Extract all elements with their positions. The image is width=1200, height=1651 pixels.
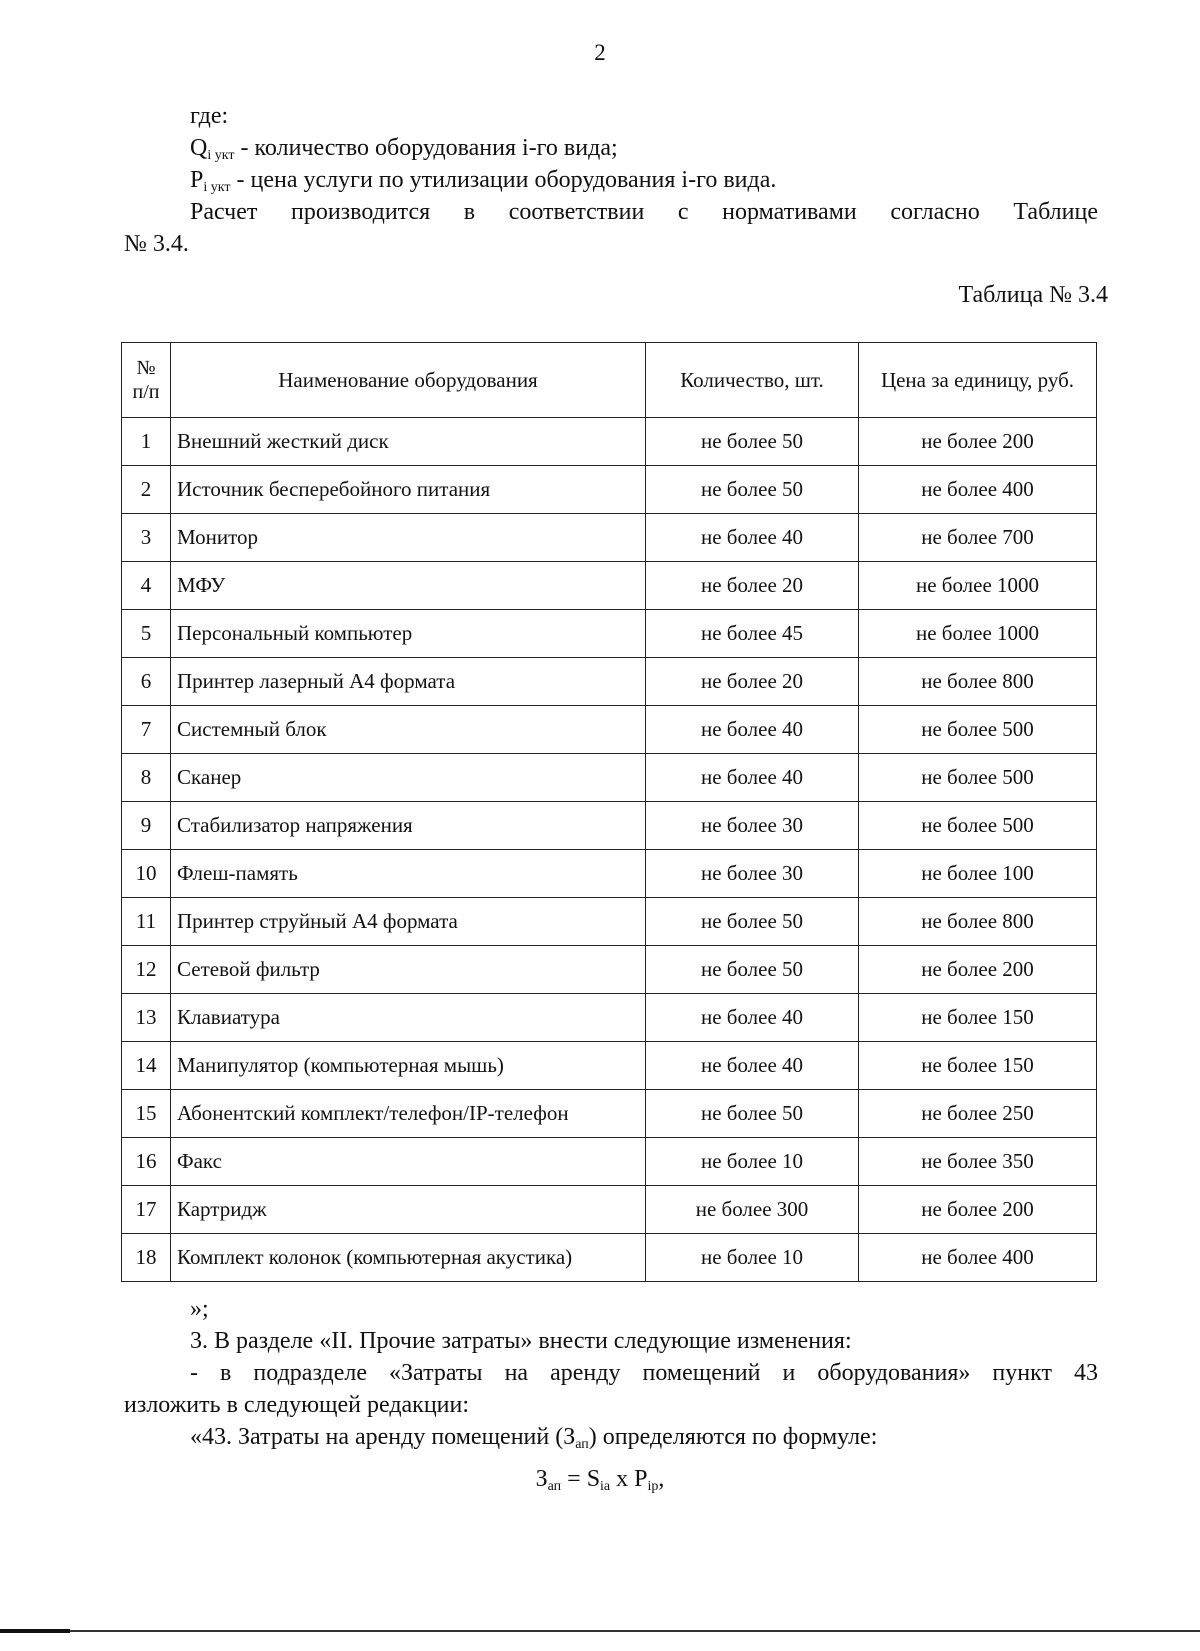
equipment-name: Принтер струйный А4 формата	[171, 898, 646, 946]
item43-after: ) определяются по формуле:	[588, 1424, 878, 1450]
table-row	[122, 946, 1097, 994]
equipment-price: не более 250	[859, 1090, 1097, 1138]
equipment-quantity: не более 300	[646, 1186, 859, 1234]
row-number: 4	[122, 562, 171, 610]
equipment-quantity: не более 40	[646, 1042, 859, 1090]
equipment-price: не более 350	[859, 1138, 1097, 1186]
section3-text: 3. В разделе «II. Прочие затраты» внести следующие изменения:	[190, 1328, 852, 1354]
row-number: 18	[122, 1234, 171, 1282]
item43-before: «43. Затраты на аренду помещений (З	[190, 1424, 576, 1450]
item43-subscript: ап	[575, 1437, 589, 1452]
table-row	[122, 850, 1097, 898]
closing-quote: »;	[190, 1296, 209, 1322]
table-row	[122, 802, 1097, 850]
header-num	[122, 343, 171, 418]
equipment-quantity: не более 40	[646, 994, 859, 1042]
table-row	[122, 754, 1097, 802]
table-row	[122, 994, 1097, 1042]
table-row	[122, 706, 1097, 754]
equipment-name: Системный блок	[171, 706, 646, 754]
equipment-quantity: не более 20	[646, 562, 859, 610]
equipment-quantity: не более 30	[646, 802, 859, 850]
equipment-quantity: не более 50	[646, 466, 859, 514]
equipment-quantity: не более 50	[646, 1090, 859, 1138]
item43-text	[190, 1421, 877, 1461]
row-number: 1	[122, 418, 171, 466]
equipment-price: не более 500	[859, 706, 1097, 754]
equipment-price: не более 400	[859, 466, 1097, 514]
row-number: 8	[122, 754, 171, 802]
header-qty: Количество, шт.	[646, 343, 859, 418]
equipment-price: не более 200	[859, 946, 1097, 994]
equipment-name: Сетевой фильтр	[171, 946, 646, 994]
equipment-table	[121, 342, 1097, 1282]
equipment-name: Абонентский комплект/телефон/IP-телефон	[171, 1090, 646, 1138]
equipment-quantity: не более 50	[646, 898, 859, 946]
calc-note-line1: Расчет производится в соответствии с нормативами согласно Таблице	[190, 199, 1098, 225]
calc-note-line2: № 3.4.	[124, 231, 189, 257]
equipment-price: не более 150	[859, 1042, 1097, 1090]
table-row	[122, 1234, 1097, 1282]
equipment-name: Клавиатура	[171, 994, 646, 1042]
equipment-price: не более 200	[859, 418, 1097, 466]
equipment-name: Сканер	[171, 754, 646, 802]
formula-p-sub: ip	[647, 1479, 659, 1494]
header-num-line1: №	[136, 357, 156, 379]
rent-formula	[0, 1466, 1200, 1495]
formula-tail: ,	[658, 1466, 665, 1492]
equipment-name: Факс	[171, 1138, 646, 1186]
table-header-row	[122, 343, 1097, 418]
equipment-name: Манипулятор (компьютерная мышь)	[171, 1042, 646, 1090]
equipment-price: не более 500	[859, 754, 1097, 802]
equipment-quantity: не более 30	[646, 850, 859, 898]
row-number: 5	[122, 610, 171, 658]
equipment-name: МФУ	[171, 562, 646, 610]
equipment-quantity: не более 10	[646, 1234, 859, 1282]
row-number: 2	[122, 466, 171, 514]
equipment-price: не более 1000	[859, 610, 1097, 658]
formula-x-p: x P	[610, 1466, 648, 1492]
table-row	[122, 514, 1097, 562]
equipment-quantity: не более 20	[646, 658, 859, 706]
equipment-quantity: не более 40	[646, 706, 859, 754]
equipment-price: не более 700	[859, 514, 1097, 562]
table-row	[122, 1186, 1097, 1234]
equipment-name: Персональный компьютер	[171, 610, 646, 658]
formula-eq-s: = S	[561, 1466, 601, 1492]
equipment-name: Источник бесперебойного питания	[171, 466, 646, 514]
equipment-quantity: не более 50	[646, 418, 859, 466]
equipment-name: Принтер лазерный А4 формата	[171, 658, 646, 706]
q-subscript: i укт	[207, 148, 235, 163]
row-number: 13	[122, 994, 171, 1042]
row-number: 14	[122, 1042, 171, 1090]
row-number: 17	[122, 1186, 171, 1234]
footer-rule	[0, 1630, 1200, 1632]
table-row	[122, 1138, 1097, 1186]
p-subscript: i укт	[203, 180, 231, 195]
subsection-line2: изложить в следующей редакции:	[124, 1392, 470, 1418]
equipment-price: не более 1000	[859, 562, 1097, 610]
row-number: 9	[122, 802, 171, 850]
equipment-price: не более 800	[859, 898, 1097, 946]
formula-z: З	[535, 1466, 548, 1492]
p-symbol: P	[190, 167, 204, 193]
subsection-line1: - в подразделе «Затраты на аренду помещений и оборудования» пункт 43	[190, 1360, 1098, 1386]
table-row	[122, 1090, 1097, 1138]
header-num-line2: п/п	[132, 381, 160, 403]
footer-rule-mark	[0, 1629, 70, 1633]
equipment-price: не более 150	[859, 994, 1097, 1042]
table-row	[122, 1042, 1097, 1090]
q-symbol: Q	[190, 135, 208, 161]
where-label: где:	[190, 103, 229, 129]
equipment-quantity: не более 40	[646, 514, 859, 562]
equipment-price: не более 500	[859, 802, 1097, 850]
equipment-quantity: не более 45	[646, 610, 859, 658]
equipment-quantity: не более 10	[646, 1138, 859, 1186]
row-number: 12	[122, 946, 171, 994]
equipment-price: не более 400	[859, 1234, 1097, 1282]
page-number: 2	[594, 40, 606, 65]
table-row	[122, 898, 1097, 946]
equipment-name: Комплект колонок (компьютерная акустика)	[171, 1234, 646, 1282]
equipment-quantity: не более 40	[646, 754, 859, 802]
row-number: 3	[122, 514, 171, 562]
equipment-name: Монитор	[171, 514, 646, 562]
header-name: Наименование оборудования	[171, 343, 646, 418]
q-text: - количество оборудования i-го вида;	[234, 135, 618, 161]
equipment-price: не более 200	[859, 1186, 1097, 1234]
equipment-name: Флеш-память	[171, 850, 646, 898]
row-number: 7	[122, 706, 171, 754]
equipment-price: не более 100	[859, 850, 1097, 898]
row-number: 10	[122, 850, 171, 898]
formula-s-sub: ia	[600, 1479, 611, 1494]
table-row	[122, 418, 1097, 466]
equipment-price: не более 800	[859, 658, 1097, 706]
row-number: 6	[122, 658, 171, 706]
table-row	[122, 562, 1097, 610]
row-number: 16	[122, 1138, 171, 1186]
table-caption: Таблица № 3.4	[958, 282, 1108, 308]
equipment-quantity: не более 50	[646, 946, 859, 994]
row-number: 11	[122, 898, 171, 946]
equipment-name: Стабилизатор напряжения	[171, 802, 646, 850]
equipment-name: Картридж	[171, 1186, 646, 1234]
formula-z-sub: ап	[547, 1479, 562, 1494]
table-row	[122, 658, 1097, 706]
table-row	[122, 610, 1097, 658]
row-number: 15	[122, 1090, 171, 1138]
equipment-name: Внешний жесткий диск	[171, 418, 646, 466]
p-text: - цена услуги по утилизации оборудования i-го вида.	[230, 167, 777, 193]
table-row	[122, 466, 1097, 514]
header-price: Цена за единицу, руб.	[859, 343, 1097, 418]
table-body	[122, 418, 1097, 1282]
